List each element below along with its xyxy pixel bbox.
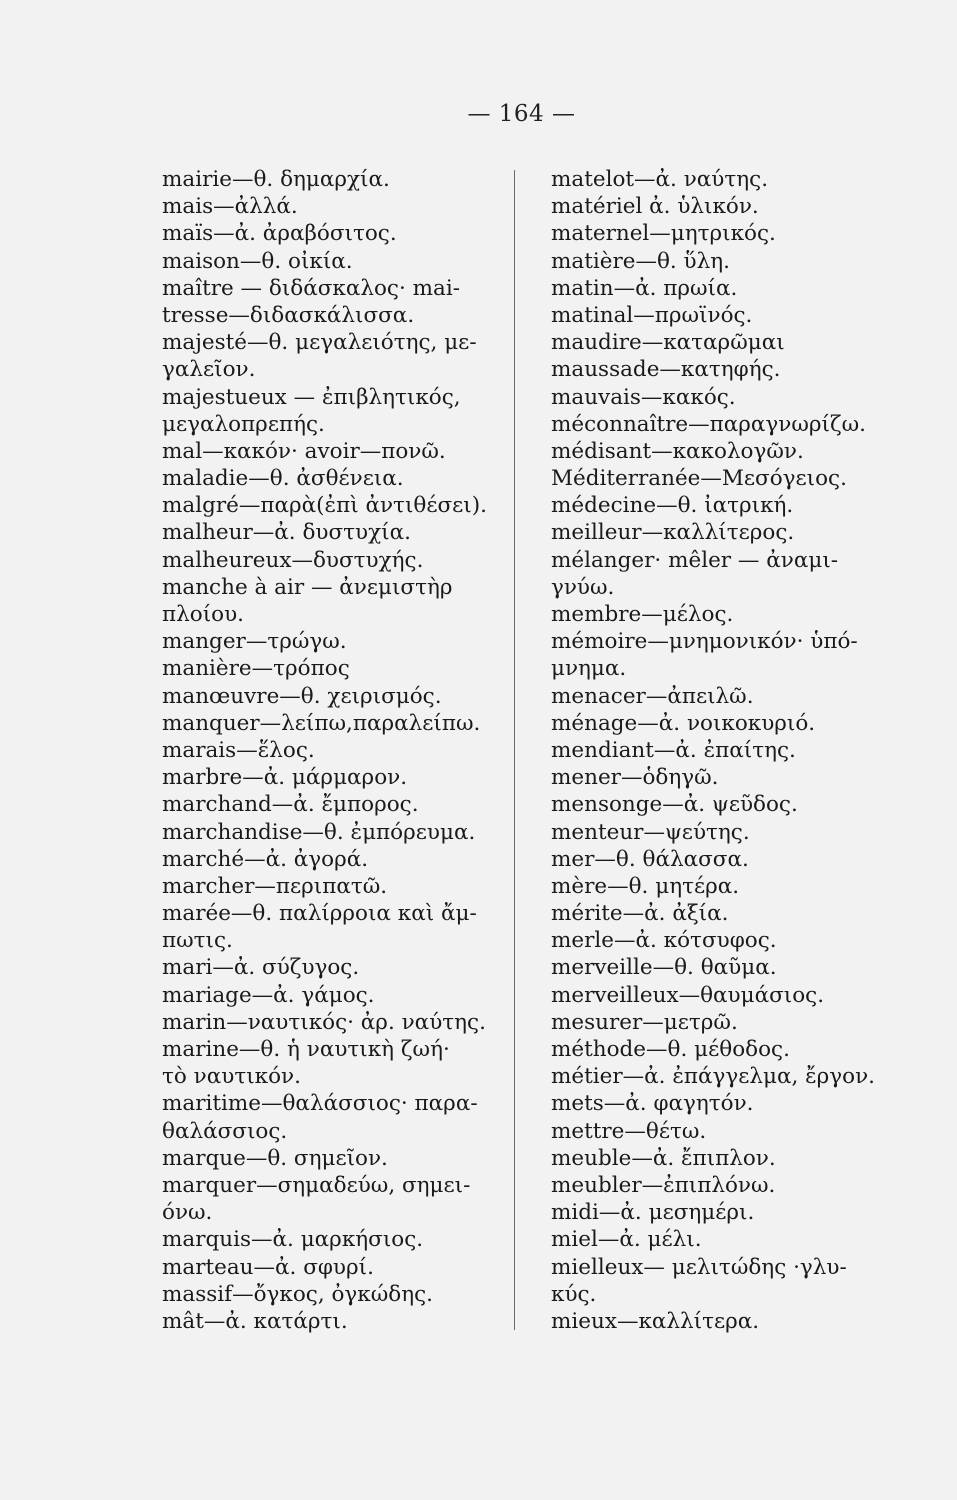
dictionary-line: maritime—θαλάσσιος· παρα- — [162, 1091, 478, 1117]
dictionary-line: mets—ἀ. φαγητόν. — [551, 1091, 754, 1117]
dictionary-line: γαλεῖον. — [162, 357, 256, 383]
dictionary-line: malheureux—δυστυχής. — [162, 547, 424, 573]
dictionary-line: θαλάσσιος. — [162, 1118, 288, 1144]
dictionary-line: massif—ὄγκος, ὀγκώδης. — [162, 1281, 433, 1307]
dictionary-line: maternel—μητρικός. — [551, 221, 776, 247]
dictionary-line: marché—ἀ. ἀγορά. — [162, 846, 369, 872]
dictionary-line: mauvais—κακός. — [551, 384, 736, 410]
dictionary-line: marquer—σημαδεύω, σημει- — [162, 1172, 471, 1198]
dictionary-line: marais—ἕλος. — [162, 737, 315, 763]
dictionary-line: matin—ἀ. πρωία. — [551, 275, 738, 301]
dictionary-line: menacer—ἀπειλῶ. — [551, 683, 754, 709]
dictionary-line: médecine—θ. ἰατρική. — [551, 493, 794, 519]
dictionary-line: marteau—ἀ. σφυρί. — [162, 1254, 374, 1280]
dictionary-line: majesté—θ. μεγαλειότης, με- — [162, 330, 477, 356]
dictionary-line: médisant—κακολογῶν. — [551, 438, 804, 464]
dictionary-line: marbre—ἀ. μάρμαρον. — [162, 765, 408, 791]
dictionary-line: marque—θ. σημεῖον. — [162, 1145, 388, 1171]
dictionary-line: πλοίου. — [162, 602, 244, 627]
dictionary-line: mieux—καλλίτερα. — [551, 1308, 760, 1334]
dictionary-line: mélanger· mêler — ἀναμι- — [551, 547, 839, 573]
dictionary-line: merle—ἀ. κότσυφος. — [551, 928, 777, 954]
dictionary-line: marquis—ἀ. μαρκήσιος. — [162, 1227, 424, 1253]
dictionary-line: μεγαλοπρεπής. — [162, 411, 325, 437]
dictionary-line: mer—θ. θάλασσα. — [551, 846, 749, 872]
dictionary-line: méthode—θ. μέθοδος. — [551, 1037, 790, 1062]
right-column — [551, 166, 886, 1335]
dictionary-line: μνημα. — [551, 656, 627, 682]
column-divider — [514, 170, 515, 1330]
dictionary-line: γνύω. — [551, 574, 615, 600]
dictionary-line: marine—θ. ἡ ναυτικὴ ζωή· — [162, 1037, 450, 1062]
left-column — [162, 166, 497, 1335]
dictionary-line: membre—μέλος. — [551, 602, 734, 627]
dictionary-line: maussade—κατηφής. — [551, 357, 781, 383]
dictionary-line: mère—θ. μητέρα. — [551, 873, 740, 899]
dictionary-line: meubler—ἐπιπλόνω. — [551, 1172, 776, 1198]
dictionary-line: mesurer—μετρῶ. — [551, 1009, 738, 1035]
dictionary-line: manquer—λείπω,παραλείπω. — [162, 710, 481, 736]
dictionary-line: marin—ναυτικός· ἀρ. ναύτης. — [162, 1009, 486, 1035]
dictionary-line: mari—ἀ. σύζυγος. — [162, 955, 360, 981]
dictionary-line: mielleux— μελιτώδης ·γλυ- — [551, 1254, 847, 1280]
dictionary-line: Méditerranée—Μεσόγειος. — [551, 466, 847, 492]
dictionary-line: marcher—περιπατῶ. — [162, 873, 388, 899]
dictionary-line: miel—ἀ. μέλι. — [551, 1227, 702, 1253]
dictionary-line: marée—θ. παλίρροια καὶ ἄμ- — [162, 901, 477, 927]
dictionary-line: mémoire—μνημονικόν· ὑπό- — [551, 629, 858, 655]
dictionary-line: mensonge—ἀ. ψεῦδος. — [551, 792, 798, 818]
dictionary-line: manche à air — ἀνεμιστὴρ — [162, 574, 453, 600]
dictionary-line: πωτις. — [162, 928, 233, 954]
dictionary-line: malheur—ἀ. δυστυχία. — [162, 520, 411, 546]
dictionary-line: menteur—ψεύτης. — [551, 819, 750, 845]
dictionary-line: métier—ἀ. ἐπάγγελμα, ἔργον. — [551, 1064, 876, 1090]
dictionary-line: maître — διδάσκαλος· mai- — [162, 275, 460, 301]
dictionary-line: manger—τρώγω. — [162, 629, 347, 655]
dictionary-line: mariage—ἀ. γάμος. — [162, 982, 375, 1008]
dictionary-line: maladie—θ. ἀσθένεια. — [162, 466, 404, 492]
dictionary-line: matelot—ἀ. ναύτης. — [551, 167, 769, 192]
dictionary-line: maïs—ἀ. ἀραβόσιτος. — [162, 221, 397, 247]
dictionary-line: tresse—διδασκάλισσα. — [162, 302, 415, 328]
dictionary-line: midi—ἀ. μεσημέρι. — [551, 1200, 755, 1226]
dictionary-line: méconnaître—παραγνωρίζω. — [551, 411, 866, 437]
dictionary-line: όνω. — [162, 1200, 213, 1226]
dictionary-line: meuble—ἀ. ἔπιπλον. — [551, 1145, 776, 1171]
dictionary-line: mais—ἀλλά. — [162, 194, 298, 220]
dictionary-line: mal—κακόν· avoir—πονῶ. — [162, 438, 446, 464]
dictionary-line: matinal—πρωϊνός. — [551, 302, 753, 328]
dictionary-line: mendiant—ἀ. ἐπαίτης. — [551, 737, 796, 763]
dictionary-line: mairie—θ. δημαρχία. — [162, 167, 390, 192]
dictionary-line: mener—ὁδηγῶ. — [551, 765, 719, 791]
dictionary-line: mettre—θέτω. — [551, 1118, 707, 1144]
dictionary-line: marchandise—θ. ἐμπόρευμα. — [162, 819, 476, 845]
dictionary-line: meilleur—καλλίτερος. — [551, 520, 795, 546]
dictionary-line: maudire—καταρῶμαι — [551, 330, 785, 356]
page-number: — 164 — — [467, 101, 576, 127]
dictionary-line: manœuvre—θ. χειρισμός. — [162, 683, 442, 709]
dictionary-line: mât—ἀ. κατάρτι. — [162, 1308, 348, 1334]
dictionary-line: merveilleux—θαυμάσιος. — [551, 982, 825, 1008]
dictionary-line: malgré—παρὰ(ἐπὶ ἀντιθέσει). — [162, 493, 487, 519]
dictionary-line: κύς. — [551, 1281, 597, 1307]
dictionary-line: mérite—ἀ. ἀξία. — [551, 901, 729, 927]
dictionary-line: majestueux — ἐπιβλητικός, — [162, 384, 461, 410]
dictionary-line: matière—θ. ὕλη. — [551, 248, 730, 274]
dictionary-line: manière—τρόπος — [162, 656, 350, 682]
dictionary-line: marchand—ἀ. ἔμπορος. — [162, 792, 419, 818]
dictionary-line: τὸ ναυτικόν. — [162, 1064, 301, 1090]
dictionary-line: matériel ἀ. ὑλικόν. — [551, 194, 759, 220]
dictionary-line: merveille—θ. θαῦμα. — [551, 955, 777, 981]
dictionary-line: ménage—ἀ. νοικοκυριό. — [551, 710, 816, 736]
dictionary-line: maison—θ. οἰκία. — [162, 248, 353, 274]
